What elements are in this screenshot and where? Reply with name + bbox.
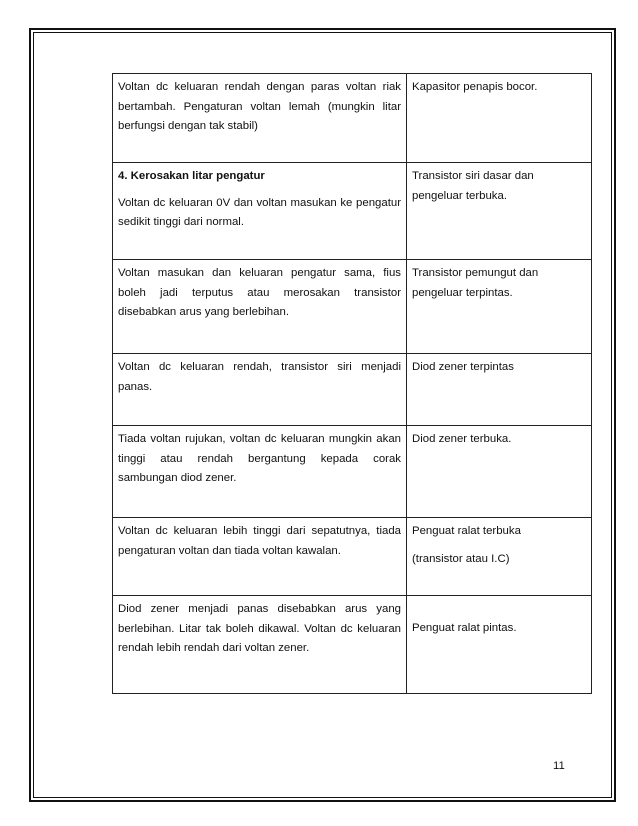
component-text: Penguat ralat terbuka bbox=[412, 525, 521, 537]
cause-cell bbox=[113, 260, 407, 354]
component-text: Diod zener terbuka. bbox=[412, 433, 512, 445]
table-row bbox=[113, 163, 592, 260]
table-row bbox=[113, 518, 592, 596]
cause-text: Voltan dc keluaran 0V dan voltan masukan ke pengatur sedikit tinggi dari normal. bbox=[118, 196, 401, 228]
component-text: Transistor siri dasar dan pengeluar terbuka. bbox=[412, 170, 534, 202]
component-cell bbox=[407, 518, 592, 596]
table-row bbox=[113, 354, 592, 426]
cause-cell bbox=[113, 74, 407, 163]
component-cell bbox=[407, 163, 592, 260]
cause-text: Voltan masukan dan keluaran pengatur sama, fius boleh jadi terputus atau merosakan transistor disebabkan arus yang berlebihan. bbox=[118, 267, 401, 318]
section-heading: 4. Kerosakan litar pengatur bbox=[118, 170, 265, 182]
component-text: Diod zener terpintas bbox=[412, 361, 514, 373]
table-row bbox=[113, 596, 592, 694]
cause-text: Voltan dc keluaran lebih tinggi dari sepatutnya, tiada pengaturan voltan dan tiada voltan kawalan. bbox=[118, 525, 401, 557]
component-cell bbox=[407, 260, 592, 354]
fault-table bbox=[112, 73, 592, 694]
cause-text: Tiada voltan rujukan, voltan dc keluaran mungkin akan tinggi atau rendah bergantung kepada corak sambungan diod zener. bbox=[118, 433, 401, 484]
component-cell bbox=[407, 596, 592, 694]
table-row bbox=[113, 260, 592, 354]
cause-cell bbox=[113, 354, 407, 426]
component-note: (transistor atau I.C) bbox=[412, 552, 510, 565]
cause-cell bbox=[113, 426, 407, 518]
cause-text: Voltan dc keluaran rendah dengan paras voltan riak bertambah. Pengaturan voltan lemah (mungkin litar berfungsi dengan tak stabil) bbox=[118, 81, 401, 132]
table-row bbox=[113, 426, 592, 518]
component-text: Transistor pemungut dan pengeluar terpintas. bbox=[412, 267, 539, 299]
component-cell bbox=[407, 74, 592, 163]
cause-cell bbox=[113, 518, 407, 596]
component-cell bbox=[407, 354, 592, 426]
cause-cell bbox=[113, 596, 407, 694]
cause-text: Voltan dc keluaran rendah, transistor siri menjadi panas. bbox=[118, 361, 401, 393]
component-text: Penguat ralat pintas. bbox=[412, 622, 517, 634]
component-text: Kapasitor penapis bocor. bbox=[412, 81, 538, 93]
cause-cell bbox=[113, 163, 407, 260]
component-cell bbox=[407, 426, 592, 518]
page-number: 11 bbox=[553, 760, 565, 772]
table-row bbox=[113, 74, 592, 163]
cause-text: Diod zener menjadi panas disebabkan arus yang berlebihan. Litar tak boleh dikawal. Voltan dc keluaran rendah lebih rendah dari voltan zener. bbox=[118, 603, 401, 654]
